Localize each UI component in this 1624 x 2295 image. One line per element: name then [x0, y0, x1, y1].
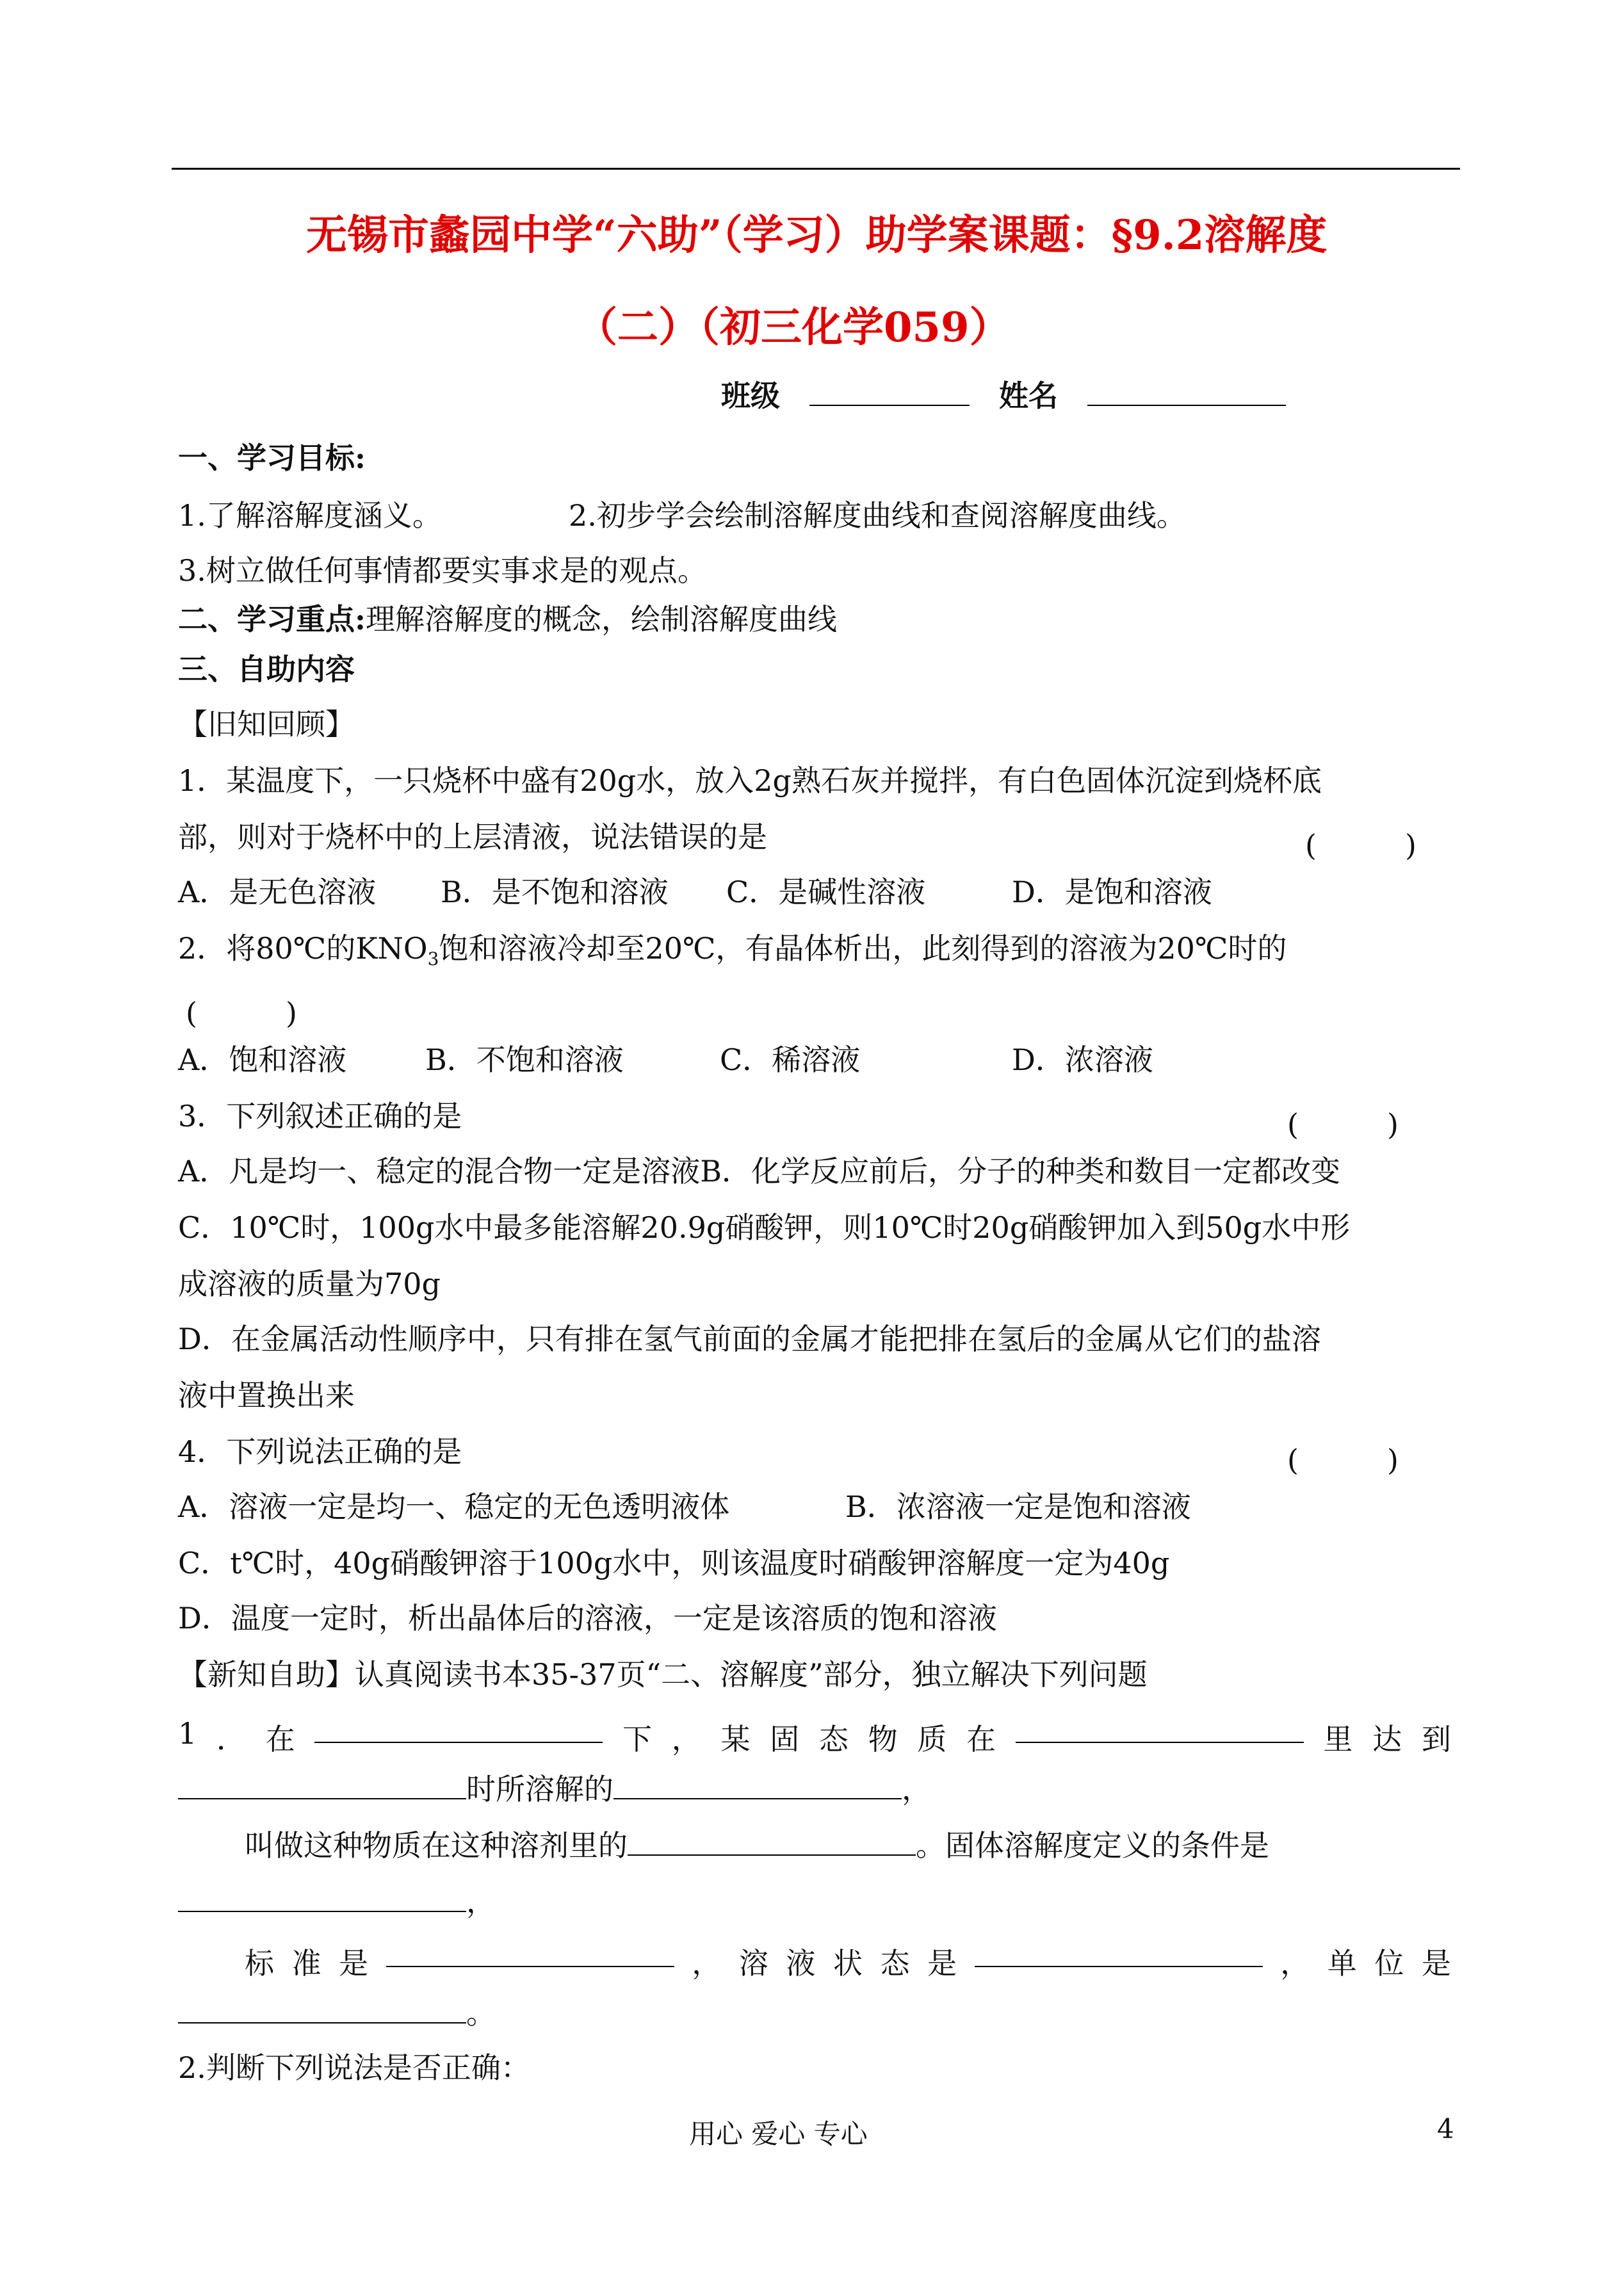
blank-standard[interactable]	[386, 1940, 674, 1967]
q1-char: ．	[216, 1722, 246, 1756]
newknow-row	[178, 1657, 1148, 1692]
q1-char: 态	[880, 1946, 910, 1981]
blank-unit[interactable]	[178, 1997, 466, 2023]
page-title-line2: （二）（初三化学059）	[576, 304, 1011, 352]
q4-option-b: B．浓溶液一定是饱和溶液	[845, 1489, 1191, 1524]
q3-answer-paren[interactable]: ( )	[1287, 1107, 1399, 1142]
newknow-q2: 2.判断下列说法是否正确：	[178, 2050, 530, 2085]
q3-option-d-line1: D．在金属活动性顺序中，只有排在氢气前面的金属才能把排在氢后的金属从它们的盐溶	[178, 1322, 1321, 1356]
name-blank[interactable]	[1087, 379, 1286, 406]
q1-char: ，	[1280, 1946, 1310, 1981]
q3-option-ab: A．凡是均一、稳定的混合物一定是溶液B．化学反应前后，分子的种类和数目一定都改变	[178, 1154, 1341, 1188]
name-label: 姓名	[999, 378, 1059, 413]
q1-char: 单	[1327, 1946, 1357, 1981]
q1-char: 是	[1421, 1946, 1451, 1981]
page-number: 4	[1437, 2113, 1454, 2145]
q2-option-c: C．稀溶液	[720, 1042, 861, 1077]
q1-char: 物	[868, 1722, 898, 1756]
q2-stem-post: 饱和溶液冷却至20℃，有晶体析出，此刻得到的溶液为20℃时的	[439, 931, 1287, 966]
q1-char: 在	[966, 1722, 996, 1756]
q3-option-c-line2: 成溶液的质量为70g	[178, 1267, 441, 1301]
q1-char: 某	[720, 1722, 751, 1756]
q3-option-c-line1: C．10℃时，100g水中最多能溶解20.9g硝酸钾，则10℃时20g硝酸钾加入到50g水中形	[178, 1210, 1351, 1245]
newknow-q1-line5	[245, 1940, 1451, 1983]
q1-char: 状	[832, 1946, 863, 1981]
q1-option-b: B．是不饱和溶液	[441, 875, 669, 909]
goal-2: 2.初步学会绘制溶解度曲线和查阅溶解度曲线。	[569, 498, 1186, 533]
section2-row	[178, 602, 837, 637]
section2-text: 理解溶解度的概念，绘制溶解度曲线	[365, 602, 837, 637]
section1-heading: 一、学习目标:	[178, 441, 366, 475]
q1-char: 准	[291, 1946, 321, 1981]
newknow-q1-line3	[245, 1828, 1269, 1863]
q1-char: 到	[1421, 1722, 1451, 1756]
q1-char: 里	[1323, 1722, 1353, 1756]
q1-char: 标	[245, 1946, 274, 1981]
newknow-q1-line1	[178, 1716, 1451, 1758]
q3-option-d-line2: 液中置换出来	[178, 1378, 355, 1413]
newknow-intro: 认真阅读书本35-37页“二、溶解度”部分，独立解决下列问题	[355, 1657, 1148, 1692]
q3-stem: 3．下列叙述正确的是	[178, 1099, 462, 1133]
blank-state[interactable]	[178, 1772, 466, 1799]
newknow-heading: 【新知自助】	[178, 1657, 355, 1692]
q1-option-c: C．是碱性溶液	[726, 875, 926, 909]
q1-char: 下	[622, 1722, 653, 1756]
q1-stem-line2: 部，则对于烧杯中的上层清液，说法错误的是	[178, 820, 767, 854]
q4-option-a: A．溶液一定是均一、稳定的无色透明液体	[178, 1489, 730, 1524]
class-blank[interactable]	[809, 379, 970, 406]
newknow-q1-line2	[178, 1772, 931, 1804]
q1-char: 位	[1374, 1946, 1404, 1981]
q2-answer-paren[interactable]: ( )	[186, 996, 297, 1030]
q1-line3-text-b: 。固体溶解度定义的条件是	[916, 1828, 1269, 1863]
q1-stem-line1: 1．某温度下，一只烧杯中盛有20g水，放入2g熟石灰并搅拌，有白色固体沉淀到烧杯底	[178, 763, 1322, 798]
q1-option-d: D．是饱和溶液	[1012, 875, 1212, 909]
q1-char: 1	[178, 1716, 197, 1751]
q2-stem-pre: 2．将80℃的KNO	[178, 931, 428, 966]
q1-char: ，	[692, 1946, 722, 1981]
q1-line2-text: 时所溶解的	[466, 1772, 613, 1806]
q1-char: 是	[927, 1946, 957, 1981]
q1-char: 液	[786, 1946, 816, 1981]
q1-char: ，	[671, 1722, 701, 1756]
q1-line3-text-a: 叫做这种物质在这种溶剂里的	[245, 1828, 628, 1863]
q1-char: 是	[339, 1946, 369, 1981]
blank-mass[interactable]	[613, 1772, 902, 1799]
page-title-line1: 无锡市蠡园中学“六助”（学习）助学案课题：§9.2溶解度	[306, 211, 1328, 259]
q1-char: 质	[917, 1722, 947, 1756]
footer-motto: 用心 爱心 专心	[689, 2118, 868, 2150]
q1-char: 在	[265, 1722, 295, 1756]
goal-1: 1.了解溶解度涵义。	[178, 498, 442, 533]
q2-option-a: A．饱和溶液	[178, 1042, 347, 1077]
q1-line4-comma: ，	[466, 1885, 496, 1919]
q4-option-c: C．t℃时，40g硝酸钾溶于100g水中，则该温度时硝酸钾溶解度一定为40g	[178, 1546, 1170, 1580]
q2-option-b: B．不饱和溶液	[425, 1042, 624, 1077]
blank-solvent[interactable]	[1016, 1716, 1304, 1743]
section3-heading: 三、自助内容	[178, 652, 355, 686]
review-heading: 【旧知回顾】	[178, 707, 355, 742]
q1-answer-paren[interactable]: ( )	[1305, 828, 1417, 863]
q2-option-d: D．浓溶液	[1012, 1042, 1153, 1077]
newknow-q1-line6	[178, 1996, 496, 2031]
blank-definition-condition[interactable]	[178, 1885, 466, 1912]
q1-char: 达	[1372, 1722, 1402, 1756]
q4-option-d: D．温度一定时，析出晶体后的溶液，一定是该溶质的饱和溶液	[178, 1601, 997, 1635]
q4-stem: 4．下列说法正确的是	[178, 1434, 462, 1469]
q1-option-a: A．是无色溶液	[178, 875, 377, 909]
class-label: 班级	[721, 378, 780, 413]
blank-solution-state[interactable]	[975, 1940, 1263, 1967]
q1-line2-comma: ，	[902, 1772, 931, 1806]
class-name-row	[721, 378, 1286, 413]
blank-condition-1[interactable]	[314, 1716, 603, 1743]
q1-char: 溶	[738, 1946, 768, 1981]
q1-char: 态	[818, 1722, 849, 1756]
newknow-q1-line4	[178, 1885, 496, 1917]
q2-stem	[178, 931, 1287, 970]
q1-line6-period: 。	[466, 1996, 496, 2031]
header-rule	[172, 168, 1460, 170]
blank-solubility[interactable]	[628, 1829, 916, 1856]
q2-stem-sub: 3	[427, 948, 439, 970]
goal-3: 3.树立做任何事情都要实事求是的观点。	[178, 553, 707, 588]
q4-answer-paren[interactable]: ( )	[1287, 1443, 1399, 1477]
q1-char: 固	[770, 1722, 800, 1756]
section2-heading: 二、学习重点:	[178, 602, 366, 637]
